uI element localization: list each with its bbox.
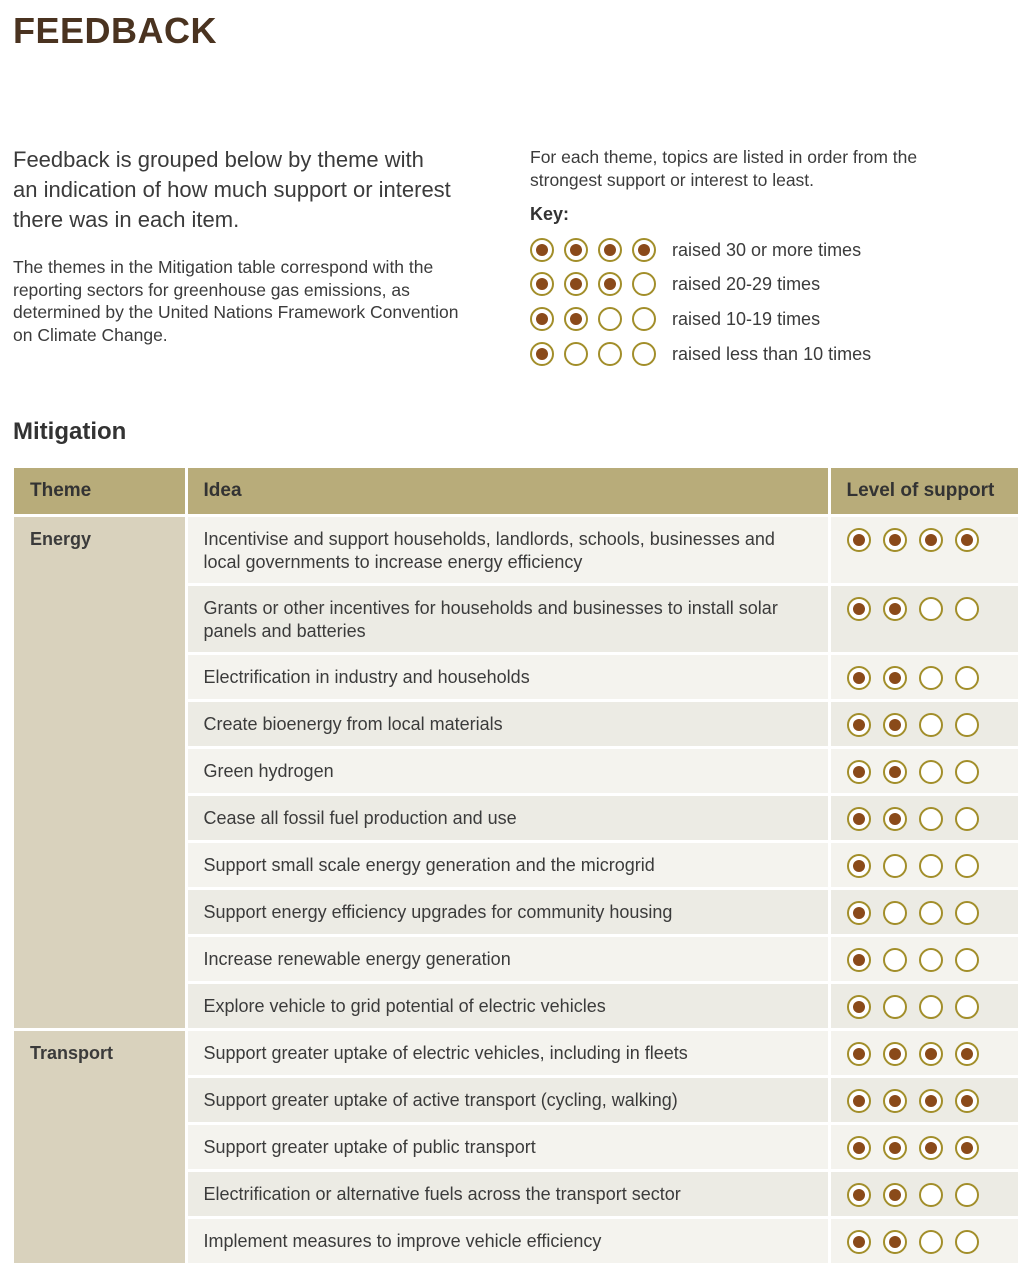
support-cell — [829, 889, 1018, 936]
key-row — [530, 237, 861, 263]
empty-dot-icon — [919, 597, 943, 621]
support-cell — [829, 748, 1018, 795]
idea-cell: Create bioenergy from local materials — [186, 701, 829, 748]
filled-dot-icon — [883, 1136, 907, 1160]
empty-dot-icon — [919, 1183, 943, 1207]
filled-dot-icon — [847, 1042, 871, 1066]
empty-dot-icon — [919, 901, 943, 925]
header-idea: Idea — [186, 468, 829, 516]
support-level-dots — [847, 1183, 1003, 1207]
table-row — [14, 1030, 1018, 1077]
filled-dot-icon — [847, 901, 871, 925]
filled-dot-icon — [847, 807, 871, 831]
support-level-dots — [847, 1042, 1003, 1066]
filled-dot-icon — [847, 995, 871, 1019]
filled-dot-icon — [847, 948, 871, 972]
empty-dot-icon — [955, 713, 979, 737]
filled-dot-icon — [847, 760, 871, 784]
empty-dot-icon — [955, 854, 979, 878]
idea-cell: Incentivise and support households, landlords, schools, businesses and local governments to increase energy efficiency — [186, 516, 829, 585]
idea-cell: Support greater uptake of public transport — [186, 1124, 829, 1171]
support-level-dots — [847, 948, 1003, 972]
support-level-dots — [847, 807, 1003, 831]
key-row — [530, 271, 820, 297]
filled-dot-icon — [883, 760, 907, 784]
support-level-dots — [847, 760, 1003, 784]
table-header-row — [14, 468, 1018, 516]
empty-dot-icon — [955, 760, 979, 784]
filled-dot-icon — [883, 1230, 907, 1254]
support-level-dots — [530, 342, 656, 366]
empty-dot-icon — [919, 666, 943, 690]
filled-dot-icon — [883, 713, 907, 737]
support-level-dots — [847, 1136, 1003, 1160]
support-level-dots — [530, 307, 656, 331]
support-cell — [829, 1077, 1018, 1124]
key-title: Key: — [530, 204, 570, 224]
support-cell — [829, 1218, 1018, 1265]
support-cell — [829, 654, 1018, 701]
support-cell — [829, 1171, 1018, 1218]
filled-dot-icon — [955, 1089, 979, 1113]
empty-dot-icon — [955, 901, 979, 925]
key-label: raised 20-29 times — [672, 273, 821, 294]
idea-cell: Support energy efficiency upgrades for community housing — [186, 889, 829, 936]
support-level-dots — [847, 854, 1003, 878]
support-cell — [829, 983, 1018, 1030]
intro-note: The themes in the Mitigation table correspond with the reporting sectors for greenhouse gas emissions, as determined by the United Nations Framework Convention on Climate Change. — [13, 257, 459, 345]
filled-dot-icon — [883, 597, 907, 621]
empty-dot-icon — [598, 307, 622, 331]
filled-dot-icon — [530, 307, 554, 331]
support-cell — [829, 701, 1018, 748]
support-cell — [829, 585, 1018, 654]
filled-dot-icon — [883, 1183, 907, 1207]
filled-dot-icon — [564, 272, 588, 296]
theme-cell: Energy — [14, 516, 186, 1030]
page-title: FEEDBACK — [13, 10, 218, 51]
support-cell — [829, 1030, 1018, 1077]
key-label: raised 30 or more times — [672, 239, 862, 260]
table-row — [14, 516, 1018, 585]
empty-dot-icon — [919, 854, 943, 878]
idea-cell: Green hydrogen — [186, 748, 829, 795]
filled-dot-icon — [919, 528, 943, 552]
filled-dot-icon — [955, 528, 979, 552]
filled-dot-icon — [883, 807, 907, 831]
empty-dot-icon — [919, 995, 943, 1019]
empty-dot-icon — [955, 1230, 979, 1254]
empty-dot-icon — [919, 760, 943, 784]
empty-dot-icon — [919, 713, 943, 737]
empty-dot-icon — [632, 272, 656, 296]
filled-dot-icon — [598, 272, 622, 296]
order-note: For each theme, topics are listed in order from the strongest support or interest to least. — [530, 147, 918, 190]
idea-cell: Implement measures to improve vehicle efficiency — [186, 1218, 829, 1265]
filled-dot-icon — [955, 1042, 979, 1066]
filled-dot-icon — [530, 272, 554, 296]
support-level-dots — [530, 272, 656, 296]
filled-dot-icon — [564, 307, 588, 331]
filled-dot-icon — [847, 597, 871, 621]
filled-dot-icon — [530, 238, 554, 262]
filled-dot-icon — [919, 1089, 943, 1113]
empty-dot-icon — [883, 948, 907, 972]
support-level-dots — [847, 901, 1003, 925]
key-label: raised 10-19 times — [672, 308, 821, 329]
empty-dot-icon — [919, 948, 943, 972]
support-cell — [829, 516, 1018, 585]
filled-dot-icon — [530, 342, 554, 366]
support-cell — [829, 1124, 1018, 1171]
filled-dot-icon — [883, 1042, 907, 1066]
filled-dot-icon — [919, 1136, 943, 1160]
support-level-dots — [847, 1230, 1003, 1254]
empty-dot-icon — [632, 342, 656, 366]
support-level-dots — [847, 666, 1003, 690]
empty-dot-icon — [955, 948, 979, 972]
filled-dot-icon — [632, 238, 656, 262]
empty-dot-icon — [955, 666, 979, 690]
filled-dot-icon — [847, 666, 871, 690]
filled-dot-icon — [883, 1089, 907, 1113]
filled-dot-icon — [847, 1230, 871, 1254]
idea-cell: Increase renewable energy generation — [186, 936, 829, 983]
filled-dot-icon — [847, 854, 871, 878]
filled-dot-icon — [955, 1136, 979, 1160]
support-level-dots — [847, 713, 1003, 737]
filled-dot-icon — [564, 238, 588, 262]
idea-cell: Electrification in industry and households — [186, 654, 829, 701]
support-level-dots — [530, 238, 656, 262]
support-cell — [829, 842, 1018, 889]
empty-dot-icon — [883, 901, 907, 925]
empty-dot-icon — [955, 597, 979, 621]
section-title: Mitigation — [13, 418, 127, 445]
intro-text: Feedback is grouped below by theme with an indication of how much support or interest there was in each item. — [13, 147, 451, 232]
empty-dot-icon — [919, 807, 943, 831]
idea-cell: Electrification or alternative fuels across the transport sector — [186, 1171, 829, 1218]
filled-dot-icon — [847, 1089, 871, 1113]
idea-cell: Grants or other incentives for households and businesses to install solar panels and batteries — [186, 585, 829, 654]
support-level-dots — [847, 1089, 1003, 1113]
filled-dot-icon — [598, 238, 622, 262]
key-label: raised less than 10 times — [672, 343, 872, 364]
support-level-dots — [847, 528, 1003, 552]
support-cell — [829, 795, 1018, 842]
empty-dot-icon — [955, 1183, 979, 1207]
filled-dot-icon — [847, 1136, 871, 1160]
mitigation-table — [14, 468, 1018, 1266]
filled-dot-icon — [847, 713, 871, 737]
support-level-dots — [847, 597, 1003, 621]
theme-cell: Transport — [14, 1030, 186, 1265]
idea-cell: Support greater uptake of active transport (cycling, walking) — [186, 1077, 829, 1124]
idea-cell: Support small scale energy generation and the microgrid — [186, 842, 829, 889]
key-row — [530, 341, 871, 367]
empty-dot-icon — [883, 854, 907, 878]
filled-dot-icon — [883, 666, 907, 690]
idea-cell: Explore vehicle to grid potential of electric vehicles — [186, 983, 829, 1030]
idea-cell: Cease all fossil fuel production and use — [186, 795, 829, 842]
support-level-dots — [847, 995, 1003, 1019]
filled-dot-icon — [847, 528, 871, 552]
header-support: Level of support — [829, 468, 1018, 516]
empty-dot-icon — [598, 342, 622, 366]
empty-dot-icon — [564, 342, 588, 366]
filled-dot-icon — [883, 528, 907, 552]
key-row — [530, 306, 820, 332]
filled-dot-icon — [919, 1042, 943, 1066]
empty-dot-icon — [955, 995, 979, 1019]
support-cell — [829, 936, 1018, 983]
header-theme: Theme — [14, 468, 186, 516]
empty-dot-icon — [632, 307, 656, 331]
filled-dot-icon — [847, 1183, 871, 1207]
empty-dot-icon — [955, 807, 979, 831]
empty-dot-icon — [919, 1230, 943, 1254]
idea-cell: Support greater uptake of electric vehicles, including in fleets — [186, 1030, 829, 1077]
empty-dot-icon — [883, 995, 907, 1019]
